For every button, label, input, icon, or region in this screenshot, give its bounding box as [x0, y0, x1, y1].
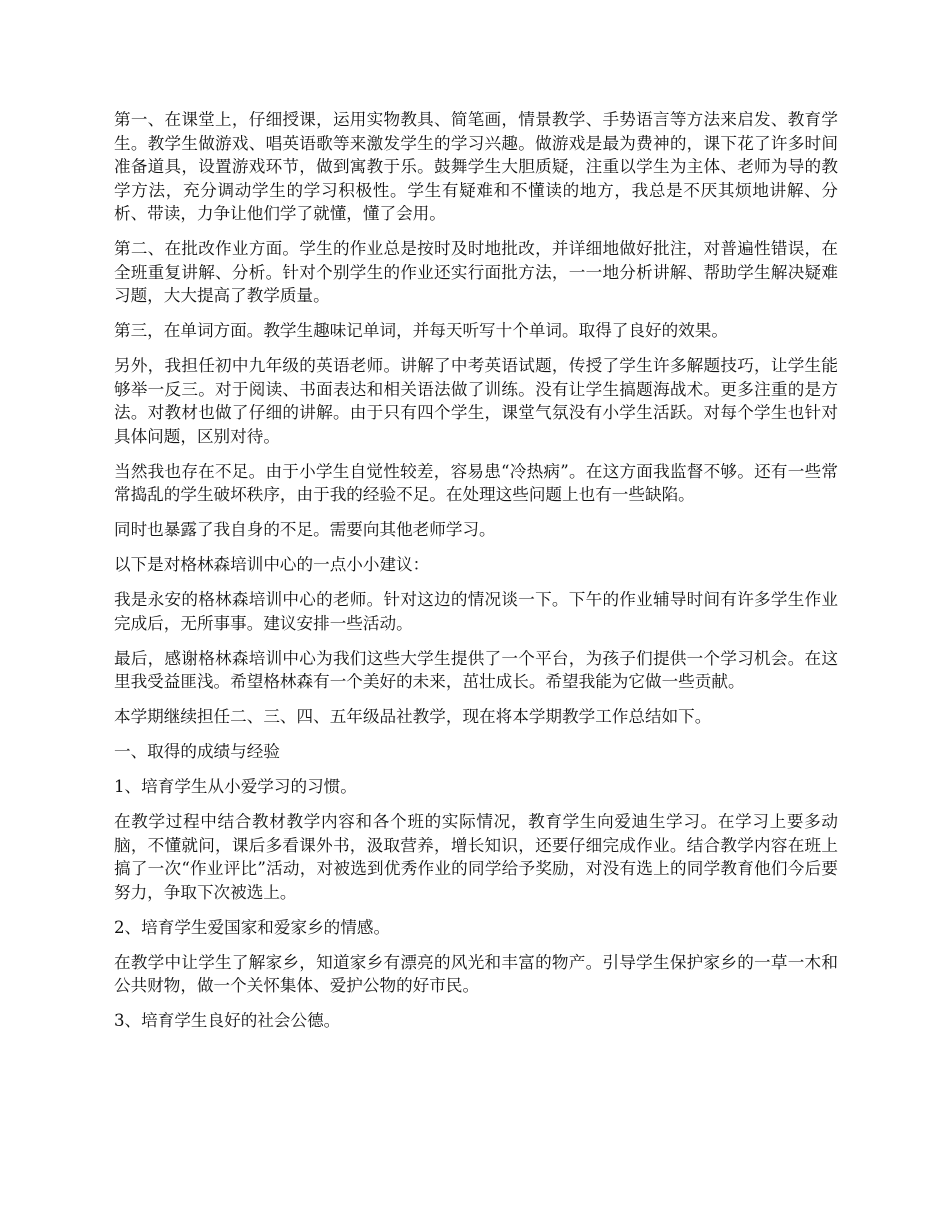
- paragraph: 在教学中让学生了解家乡，知道家乡有漂亮的风光和丰富的物产。引导学生保护家乡的一草一木和公共财物，做一个关怀集体、爱护公物的好市民。: [114, 952, 838, 995]
- paragraph: 最后，感谢格林森培训中心为我们这些大学生提供了一个平台，为孩子们提供一个学习机会。在这里我受益匪浅。希望格林森有一个美好的未来，茁壮成长。希望我能为它做一些贡献。: [114, 648, 838, 691]
- paragraph: 另外，我担任初中九年级的英语老师。讲解了中考英语试题，传授了学生许多解题技巧，让学生能够举一反三。对于阅读、书面表达和相关语法做了训练。没有让学生搞题海战术。更多注重的是方法。对教材也做了仔细的讲解。由于只有四个学生，课堂气氛没有小学生活跃。对每个学生也针对具体问题，区别对待。: [114, 356, 838, 446]
- paragraph: 以下是对格林森培训中心的一点小小建议：: [114, 555, 430, 574]
- paragraph: 当然我也存在不足。由于小学生自觉性较差，容易患“冷热病”。在这方面我监督不够。还有一些常常捣乱的学生破坏秩序，由于我的经验不足。在处理这些问题上也有一些缺陷。: [114, 461, 838, 504]
- paragraph: 本学期继续担任二、三、四、五年级品社教学，现在将本学期教学工作总结如下。: [114, 707, 712, 726]
- paragraph: 第一、在课堂上，仔细授课，运用实物教具、简笔画，情景教学、手势语言等方法来启发、教育学生。教学生做游戏、唱英语歌等来激发学生的学习兴趣。做游戏是最为费神的，课下花了许多时间准备道具，设置游戏环节，做到寓教于乐。鼓舞学生大胆质疑，注重以学生为主体、老师为导的教学方法，充分调动学生的学习积极性。学生有疑难和不懂读的地方，我总是不厌其烦地讲解、分析、带读，力争让他们学了就懂，懂了会用。: [114, 110, 838, 223]
- subsection-heading: 3、培育学生良好的社会公德。: [114, 1011, 341, 1030]
- subsection-heading: 2、培育学生爱国家和爱家乡的情感。: [114, 917, 391, 937]
- paragraph: 同时也暴露了我自身的不足。需要向其他老师学习。: [114, 520, 496, 539]
- section-heading: 一、取得的成绩与经验: [114, 742, 280, 761]
- paragraph: 第二、在批改作业方面。学生的作业总是按时及时地批改，并详细地做好批注，对普遍性错误，在全班重复讲解、分析。针对个别学生的作业还实行面批方法，一一地分析讲解、帮助学生解决疑难习题，大大提高了教学质量。: [114, 239, 838, 305]
- paragraph: 第三，在单词方面。教学生趣味记单词，并每天听写十个单词。取得了良好的效果。: [114, 321, 728, 340]
- paragraph: 我是永安的格林森培训中心的老师。针对这边的情况谈一下。下午的作业辅导时间有许多学生作业完成后，无所事事。建议安排一些活动。: [114, 590, 838, 633]
- subsection-heading: 1、培育学生从小爱学习的习惯。: [114, 777, 357, 796]
- paragraph: 在教学过程中结合教材教学内容和各个班的实际情况，教育学生向爱迪生学习。在学习上要多动脑，不懂就问，课后多看课外书，汲取营养，增长知识，还要仔细完成作业。结合教学内容在班上搞了一次“作业评比”活动，对被选到优秀作业的同学给予奖励，对没有选上的同学教育他们今后要努力，争取下次被选上。: [114, 812, 838, 902]
- document-body: [114, 108, 838, 1044]
